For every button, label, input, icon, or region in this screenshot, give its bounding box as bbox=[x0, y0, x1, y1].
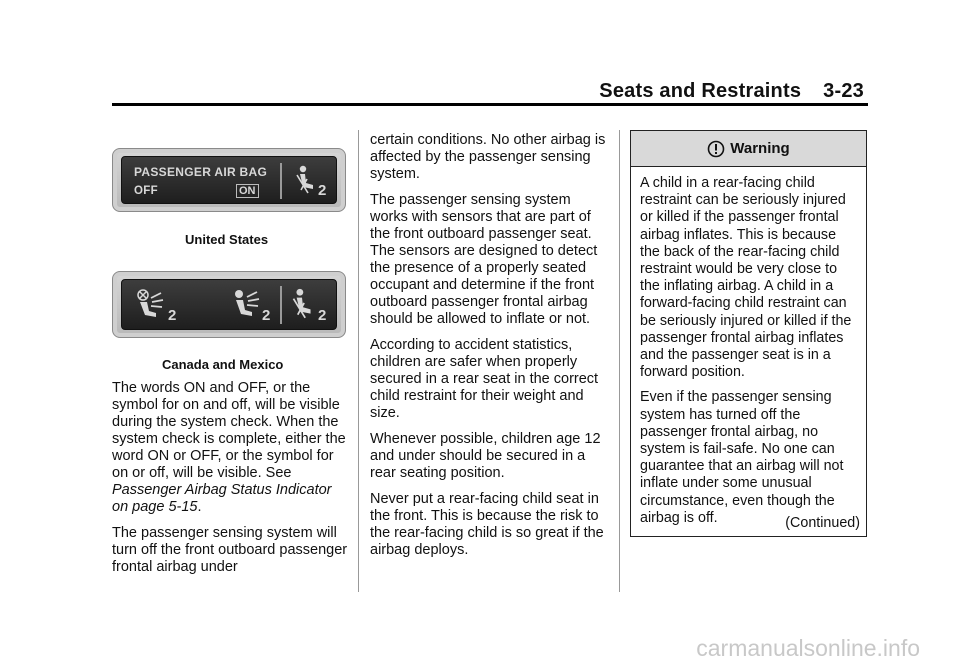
watermark: carmanualsonline.info bbox=[696, 635, 920, 661]
panel-separator bbox=[280, 163, 282, 199]
warning-icon bbox=[707, 140, 725, 158]
caption-united-states: United States bbox=[185, 232, 269, 247]
position-digit: 2 bbox=[318, 182, 327, 199]
seated-passenger-icon bbox=[294, 165, 316, 195]
airbag-on-icon bbox=[232, 288, 264, 320]
column-2 bbox=[370, 132, 610, 568]
caption-canada-mexico: Canada and Mexico bbox=[162, 357, 284, 372]
us-indicator-display bbox=[121, 156, 337, 204]
paragraph: The passenger sensing system works with sensors that are part of the front outboard passenger seat. The sensors are designed to detect the presence of a properly seated occupant and determine if the front outboard passenger frontal airbag should be allowed to inflate or not. bbox=[370, 192, 598, 327]
paragraph: According to accident statistics, children are safer when properly secured in a rear seat in the correct child restraint for their weight and size. bbox=[370, 337, 599, 421]
header-rule bbox=[112, 103, 868, 106]
paragraph: A child in a rear-facing child restraint can be seriously injured or killed if the passenger frontal airbag inflates. This is because the back of the rear-facing child restraint would be very close to the inflating airbag. A child in a forward-facing child restraint can be seriously injured or killed if the passenger frontal airbag inflates and the passenger seat is in a forward position. bbox=[640, 175, 852, 381]
canada-indicator-display bbox=[121, 279, 337, 330]
cross-reference-link[interactable]: Passenger Airbag Status Indicator on page 5-15 bbox=[112, 482, 332, 515]
paragraph: The passenger sensing system will turn off the front outboard passenger frontal airbag under bbox=[112, 525, 348, 575]
section-title: Seats and Restraints bbox=[599, 80, 802, 102]
warning-box bbox=[630, 130, 867, 537]
paragraph bbox=[112, 380, 350, 516]
column-divider-2 bbox=[619, 130, 620, 592]
warning-body bbox=[631, 167, 866, 527]
warning-header bbox=[631, 131, 866, 167]
paragraph: Even if the passenger sensing system has turned off the passenger frontal airbag, no system is fail-safe. No one can guarantee that an airbag will not inflate under some unusual circumstance, even though the airbag is off. bbox=[640, 389, 844, 526]
continued-label: (Continued) bbox=[785, 515, 860, 531]
warning-title: Warning bbox=[730, 140, 790, 157]
paragraph-text: The words ON and OFF, or the symbol for on and off, will be visible during the system check. When the system check is complete, either the word ON or OFF, or the symbol for on or off, will be visible. See bbox=[112, 380, 346, 481]
position-digit-3: 2 bbox=[318, 307, 327, 324]
column-1 bbox=[112, 380, 350, 585]
panel-separator bbox=[280, 286, 282, 324]
page-number: 3-23 bbox=[823, 80, 864, 102]
seated-passenger-icon bbox=[290, 288, 314, 320]
off-label: OFF bbox=[134, 185, 158, 197]
paragraph: Whenever possible, children age 12 and under should be secured in a rear seating position. bbox=[370, 431, 601, 481]
position-digit-1: 2 bbox=[168, 307, 177, 324]
paragraph: Never put a rear-facing child seat in the front. This is because the risk to the rear-facing child is so great if the airbag deploys. bbox=[370, 491, 604, 558]
passenger-air-bag-label: PASSENGER AIR BAG bbox=[134, 165, 268, 179]
position-digit-2: 2 bbox=[262, 307, 271, 324]
column-divider-1 bbox=[358, 130, 359, 592]
paragraph: certain conditions. No other airbag is affected by the passenger sensing system. bbox=[370, 132, 606, 182]
paragraph-text: . bbox=[197, 499, 202, 515]
us-indicator-panel bbox=[112, 148, 346, 212]
canada-indicator-panel bbox=[112, 271, 346, 338]
page-header bbox=[599, 80, 864, 103]
airbag-off-icon bbox=[136, 288, 168, 320]
on-label: ON bbox=[236, 184, 259, 198]
